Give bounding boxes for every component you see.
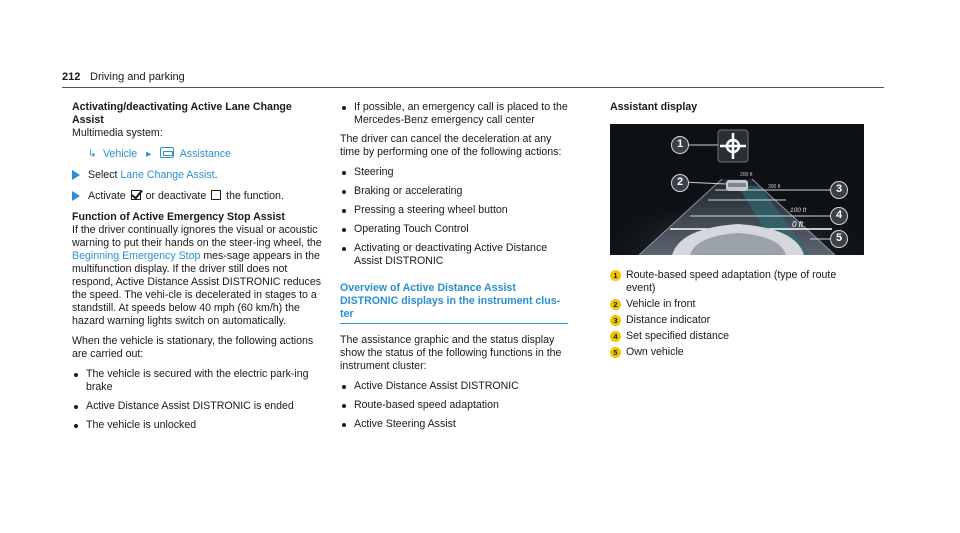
- callout-4: 4: [830, 207, 848, 225]
- list-item: Operating Touch Control: [340, 223, 568, 236]
- callout-2: 2: [671, 174, 689, 192]
- menu-vehicle-link[interactable]: Vehicle: [102, 148, 138, 160]
- list-item: Pressing a steering wheel button: [340, 204, 568, 217]
- legend-item: 3 Distance indicator: [610, 314, 865, 327]
- step-arrow-icon: [72, 170, 80, 180]
- distance-label-200: 200 ft: [740, 172, 753, 178]
- stationary-actions-list: [72, 368, 324, 432]
- column-left: [72, 101, 324, 438]
- list-item: Active Distance Assist DISTRONIC: [340, 380, 568, 393]
- cancel-actions-list: [340, 166, 568, 268]
- section-title: Driving and parking: [90, 71, 185, 83]
- legend-badge-5: 5: [610, 347, 621, 358]
- vehicle-settings-icon: [160, 147, 174, 158]
- column-middle: [340, 101, 568, 437]
- list-item: The vehicle is secured with the electric park-ing brake: [72, 368, 324, 394]
- distance-label-100: 100 ft: [790, 207, 807, 214]
- page-number: 212: [62, 71, 81, 83]
- legend-item: 4 Set specified distance: [610, 330, 865, 343]
- system-label: Multimedia system:: [72, 127, 163, 139]
- legend-item: 5 Own vehicle: [610, 346, 865, 359]
- list-item: Steering: [340, 166, 568, 179]
- page-header: [62, 71, 884, 88]
- menu-arrow-icon: ↳: [88, 148, 97, 160]
- list-item: If possible, an emergency call is placed to the Mercedes-Benz emergency call center: [340, 101, 568, 127]
- assistant-display-image: [610, 124, 864, 255]
- emergency-stop-heading: Function of Active Emergency Stop Assist: [72, 211, 285, 223]
- menu-path: [72, 147, 324, 161]
- legend-badge-2: 2: [610, 299, 621, 310]
- column-right: [610, 101, 865, 362]
- legend-badge-1: 1: [610, 270, 621, 281]
- step-arrow-icon: [72, 191, 80, 201]
- list-item: Route-based speed adaptation: [340, 399, 568, 412]
- legend-item: 1 Route-based speed adaptation (type of route event): [610, 269, 865, 295]
- callout-1: 1: [671, 136, 689, 154]
- legend-badge-4: 4: [610, 331, 621, 342]
- cancel-paragraph: The driver can cancel the deceleration at any time by performing one of the following actions:: [340, 133, 562, 158]
- list-item: Active Steering Assist: [340, 418, 568, 431]
- step-activate: Activate or deactivate the function.: [72, 190, 324, 203]
- legend-item: 2 Vehicle in front: [610, 298, 865, 311]
- stationary-paragraph: When the vehicle is stationary, the following actions are carried out:: [72, 335, 314, 360]
- overview-heading: Overview of Active Distance Assist DISTRONIC displays in the instrument clus-ter: [340, 282, 568, 324]
- checkbox-checked-icon: [131, 190, 141, 200]
- distance-label-0: 0 ft: [792, 220, 804, 229]
- overview-paragraph: The assistance graphic and the status display show the status of the following functions in the instrument cluster:: [340, 334, 562, 372]
- menu-assistance-link[interactable]: Assistance: [179, 148, 231, 160]
- callout-5: 5: [830, 230, 848, 248]
- lane-change-heading: Activating/deactivating Active Lane Change Assist: [72, 101, 292, 126]
- step-select: Select Lane Change Assist.: [72, 169, 324, 182]
- callout-3: 3: [830, 181, 848, 199]
- checkbox-empty-icon: [211, 190, 221, 200]
- legend-list: [610, 269, 865, 359]
- overview-functions-list: [340, 380, 568, 431]
- assistant-display-heading: Assistant display: [610, 101, 698, 113]
- menu-separator-icon: ▸: [146, 148, 152, 160]
- legend-badge-3: 3: [610, 315, 621, 326]
- list-item: The vehicle is unlocked: [72, 419, 324, 432]
- list-item: Braking or accelerating: [340, 185, 568, 198]
- emergency-stop-paragraph: If the driver continually ignores the visual or acoustic warning to put their hands on the steer-ing wheel, the Beginning Emergency Stop mes-sage appears in the multifunction display. If the driver still does not respond, Active Distance Assist DISTRONIC reduces the speed. The vehi-cle is decelerated in stages to a standstill. At speeds below 40 mph (60 km/h) the hazard warning lights switch on automatically.: [72, 224, 322, 327]
- instrument-cluster-graphic: [610, 124, 864, 255]
- distance-label-300: 300 ft: [768, 184, 781, 190]
- list-item: Activating or deactivating Active Distance Assist DISTRONIC: [340, 242, 568, 268]
- lane-change-assist-link[interactable]: Lane Change Assist: [120, 169, 215, 181]
- list-item: Active Distance Assist DISTRONIC is ended: [72, 400, 324, 413]
- emergency-call-list: [340, 101, 568, 127]
- beginning-emergency-stop-link[interactable]: Beginning Emergency Stop: [72, 250, 201, 262]
